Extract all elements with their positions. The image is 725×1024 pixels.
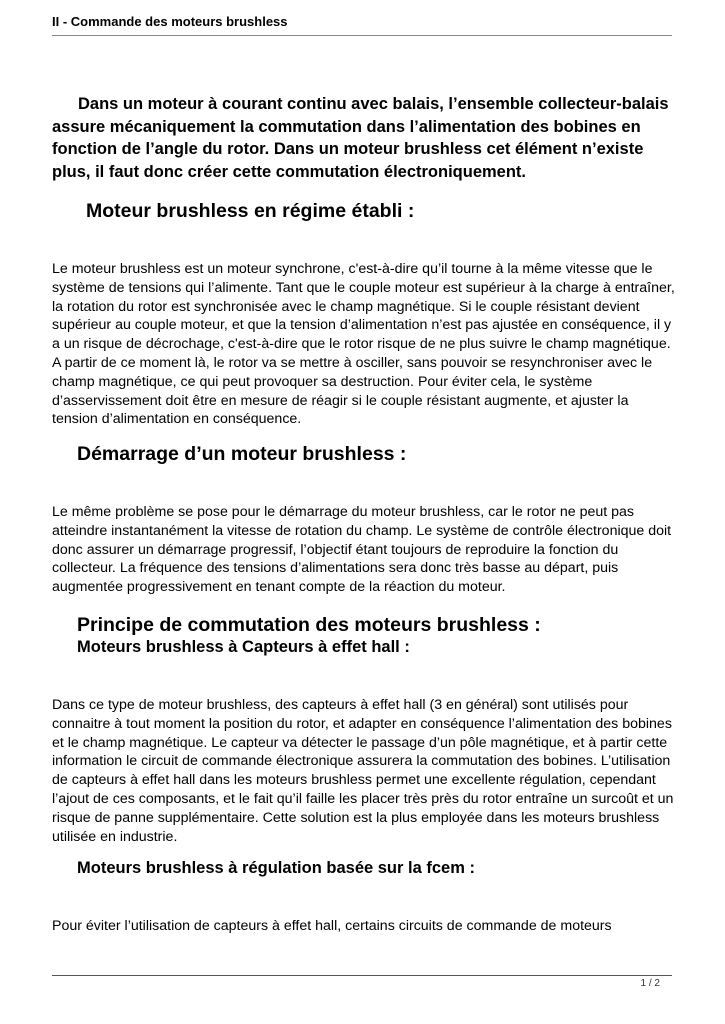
- intro-text: Dans un moteur à courant continu avec balais, l’ensemble collecteur-balais assure mécaniquement la commutation dans l’alimentation des bobines en fonction de l’angle du rotor. Dans un moteur brushless cet élément n’existe plus, il faut donc créer cette commutation électroniquement.: [52, 95, 669, 181]
- header-divider: [52, 35, 672, 36]
- paragraph-capteurs-hall: Dans ce type de moteur brushless, des capteurs à effet hall (3 en général) sont utilisés pour connaitre à tout moment la position du rotor, et adapter en conséquence l’alimentation des bobines et le champ magnétique. Le capteur va détecter le passage d’un pôle magnétique, et à partir cette information le circuit de commande électronique assurera la commutation des bobines. L’utilisation de capteurs à effet hall dans les moteurs brushless permet une excellente régulation, cependant l’ajout de ces composants, et le fait qu’il faille les placer très près du rotor entraîne un surcoût et un risque de panne supplémentaire. Cette solution est la plus employée dans les moteurs brushless utilisée en industrie.: [52, 697, 674, 845]
- paragraph-demarrage: Le même problème se pose pour le démarrage du moteur brushless, car le rotor ne peut pas atteindre instantanément la vitesse de rotation du champ. Le système de contrôle électronique doit donc assurer un démarrage progressif, l’objectif étant toujours de reproduire la fonction du collecteur. La fréquence des tensions d’alimentations sera donc très basse au départ, puis augmentée progressivement en tenant compte de la réaction du moteur.: [52, 504, 672, 596]
- page-header-title: II - Commande des moteurs brushless: [52, 14, 288, 29]
- heading-demarrage: Démarrage d’un moteur brushless :: [77, 443, 407, 465]
- paragraph-fcem: Pour éviter l’utilisation de capteurs à effet hall, certains circuits de commande de moteurs: [52, 918, 612, 934]
- paragraph-regime: Le moteur brushless est un moteur synchrone, c'est-à-dire qu’il tourne à la même vitesse que le système de tensions qui l’alimente. Tant que le couple moteur est supérieur à la charge à entraîner, la rotation du rotor est synchronisée avec le champ magnétique. Si le couple résistant devient supérieur au couple moteur, et que la tension d’alimentation n’est pas ajustée en conséquence, il y a un risque de décrochage, c'est-à-dire que le rotor risque de ne plus suivre le champ magnétique. A partir de ce moment là, le rotor va se mettre à osciller, sans pouvoir se resynchroniser avec le champ magnétique, ce qui peut provoquer sa destruction. Pour éviter cela, le système d’asservissement doit être en mesure de réagir si le couple résistant augmente, et ajuster la tension d’alimentation en conséquence.: [52, 261, 675, 428]
- heading-fcem: Moteurs brushless à régulation basée sur la fcem :: [77, 859, 475, 877]
- heading-regime: Moteur brushless en régime établi :: [86, 200, 415, 222]
- heading-principe: Principe de commutation des moteurs brushless :: [77, 614, 541, 636]
- intro-paragraph: [52, 93, 677, 183]
- subheading-capteurs-hall: Moteurs brushless à Capteurs à effet hall :: [77, 638, 410, 656]
- footer-divider: [52, 975, 672, 976]
- page-number: 1 / 2: [640, 978, 660, 989]
